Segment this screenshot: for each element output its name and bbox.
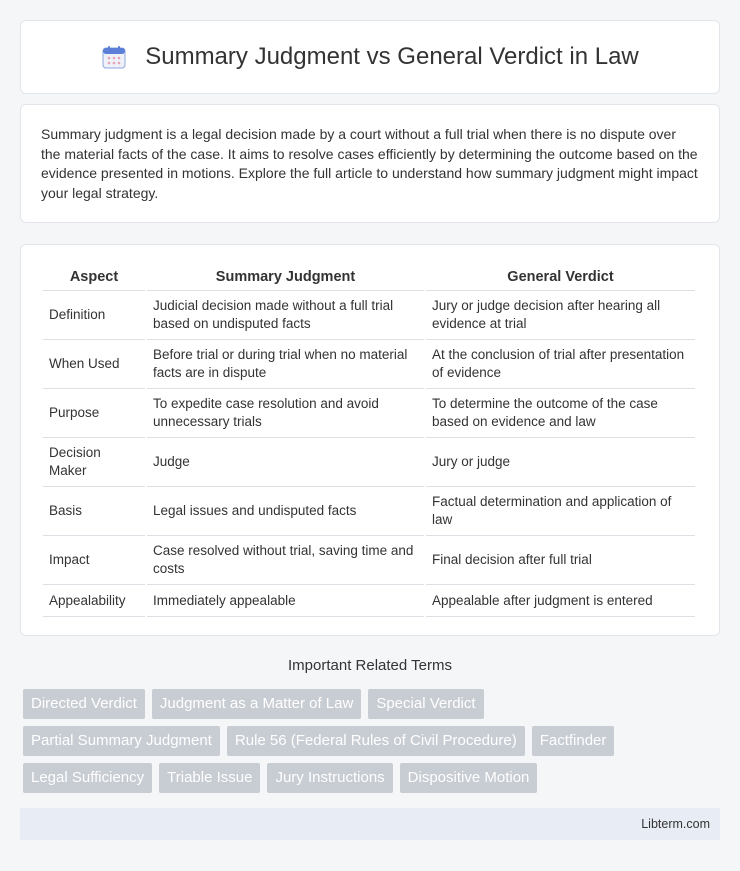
intro-card [20, 104, 720, 223]
cell-general-verdict: Final decision after full trial [426, 536, 695, 585]
header-card [20, 20, 720, 94]
tag-directed-verdict[interactable]: Directed Verdict [23, 689, 145, 719]
cell-general-verdict: To determine the outcome of the case based on evidence and law [426, 389, 695, 438]
cell-aspect: Purpose [43, 389, 145, 438]
table-row [43, 438, 695, 487]
table-header-row [43, 264, 695, 291]
column-header-summary-judgment: Summary Judgment [147, 264, 424, 291]
related-terms-tags [23, 689, 723, 800]
cell-general-verdict: Factual determination and application of law [426, 487, 695, 536]
cell-summary-judgment: To expedite case resolution and avoid unnecessary trials [147, 389, 424, 438]
cell-aspect: Definition [43, 291, 145, 340]
footer [20, 808, 720, 840]
comparison-table-card [20, 244, 720, 636]
cell-aspect: Basis [43, 487, 145, 536]
cell-aspect: When Used [43, 340, 145, 389]
column-header-aspect: Aspect [43, 264, 145, 291]
cell-general-verdict: Jury or judge decision after hearing all evidence at trial [426, 291, 695, 340]
page-title: Summary Judgment vs General Verdict in Law [145, 43, 639, 70]
tag-partial-summary-judgment[interactable]: Partial Summary Judgment [23, 726, 220, 756]
cell-aspect: Impact [43, 536, 145, 585]
tag-jury-instructions[interactable]: Jury Instructions [267, 763, 392, 793]
tag-special-verdict[interactable]: Special Verdict [368, 689, 483, 719]
cell-aspect: Appealability [43, 585, 145, 617]
table-row [43, 585, 695, 617]
column-header-general-verdict: General Verdict [426, 264, 695, 291]
table-row [43, 291, 695, 340]
related-terms-title: Important Related Terms [288, 657, 452, 674]
cell-general-verdict: Appealable after judgment is entered [426, 585, 695, 617]
cell-general-verdict: At the conclusion of trial after presentation of evidence [426, 340, 695, 389]
cell-summary-judgment: Before trial or during trial when no material facts are in dispute [147, 340, 424, 389]
cell-summary-judgment: Legal issues and undisputed facts [147, 487, 424, 536]
tag-dispositive-motion[interactable]: Dispositive Motion [400, 763, 538, 793]
cell-general-verdict: Jury or judge [426, 438, 695, 487]
tag-judgment-as-matter-of-law[interactable]: Judgment as a Matter of Law [152, 689, 361, 719]
table-row [43, 389, 695, 438]
footer-site-link[interactable]: Libterm.com [641, 817, 710, 831]
intro-text: Summary judgment is a legal decision made by a court without a full trial when there is no dispute over the material facts of the case. It aims to resolve cases efficiently by determining the outcome based on the evidence presented in motions. Explore the full article to understand how summary judgment might impact your legal strategy. [41, 126, 698, 201]
cell-summary-judgment: Case resolved without trial, saving time and costs [147, 536, 424, 585]
table-row [43, 536, 695, 585]
tag-row [23, 726, 723, 756]
tag-row [23, 763, 723, 793]
calendar-icon [101, 44, 127, 70]
cell-aspect: Decision Maker [43, 438, 145, 487]
table-row [43, 340, 695, 389]
tag-rule-56[interactable]: Rule 56 (Federal Rules of Civil Procedure) [227, 726, 525, 756]
tag-triable-issue[interactable]: Triable Issue [159, 763, 260, 793]
cell-summary-judgment: Immediately appealable [147, 585, 424, 617]
tag-factfinder[interactable]: Factfinder [532, 726, 615, 756]
table-row [43, 487, 695, 536]
tag-row [23, 689, 723, 719]
tag-legal-sufficiency[interactable]: Legal Sufficiency [23, 763, 152, 793]
comparison-table [41, 264, 697, 617]
cell-summary-judgment: Judicial decision made without a full trial based on undisputed facts [147, 291, 424, 340]
cell-summary-judgment: Judge [147, 438, 424, 487]
